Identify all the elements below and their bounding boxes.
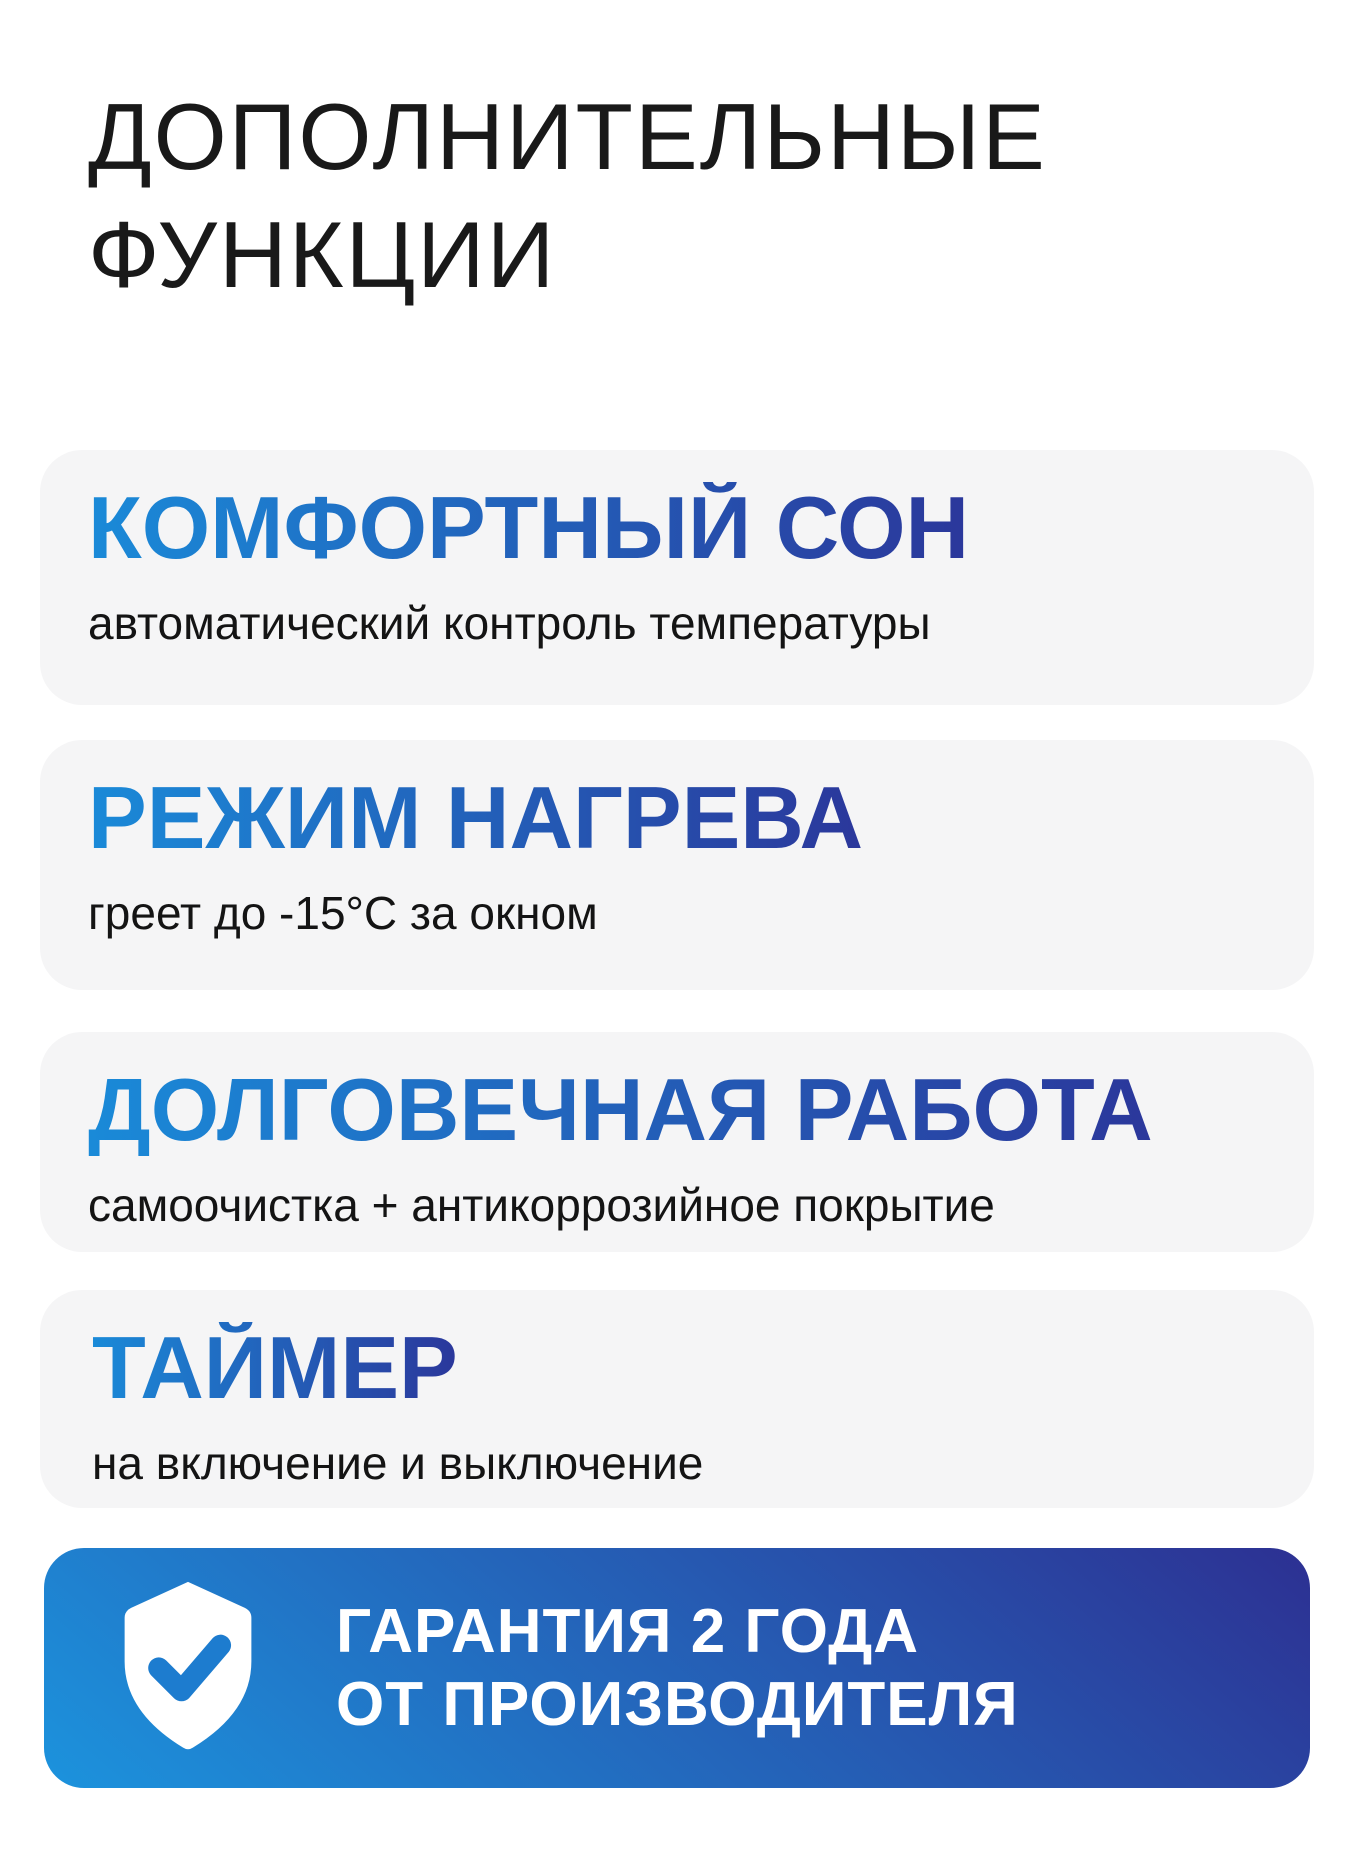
feature-card-timer	[40, 1290, 1314, 1508]
feature-description: греет до -15°С за окном	[88, 886, 598, 939]
guarantee-line1: ГАРАНТИЯ 2 ГОДА	[336, 1596, 920, 1666]
guarantee-line2: ОТ ПРОИЗВОДИТЕЛЯ	[336, 1670, 1019, 1739]
feature-description: на включение и выключение	[92, 1436, 704, 1489]
feature-card-comfort-sleep	[40, 450, 1314, 705]
feature-card-durability	[40, 1032, 1314, 1252]
page-title-line1: ДОПОЛНИТЕЛЬНЫЕ	[88, 84, 1047, 189]
page-title	[88, 78, 1047, 315]
feature-card-heating-mode	[40, 740, 1314, 990]
feature-description: автоматический контроль температуры	[88, 596, 931, 649]
page-title-line2: ФУНКЦИИ	[88, 202, 557, 308]
feature-heading: ТАЙМЕР	[92, 1318, 458, 1417]
guarantee-banner	[44, 1548, 1310, 1788]
feature-heading: РЕЖИМ НАГРЕВА	[88, 768, 864, 867]
guarantee-text	[336, 1595, 1019, 1741]
shield-check-icon	[102, 1577, 274, 1759]
feature-description: самоочистка + антикоррозийное покрытие	[88, 1178, 995, 1231]
feature-heading: ДОЛГОВЕЧНАЯ РАБОТА	[88, 1060, 1153, 1159]
feature-heading: КОМФОРТНЫЙ СОН	[88, 478, 970, 577]
